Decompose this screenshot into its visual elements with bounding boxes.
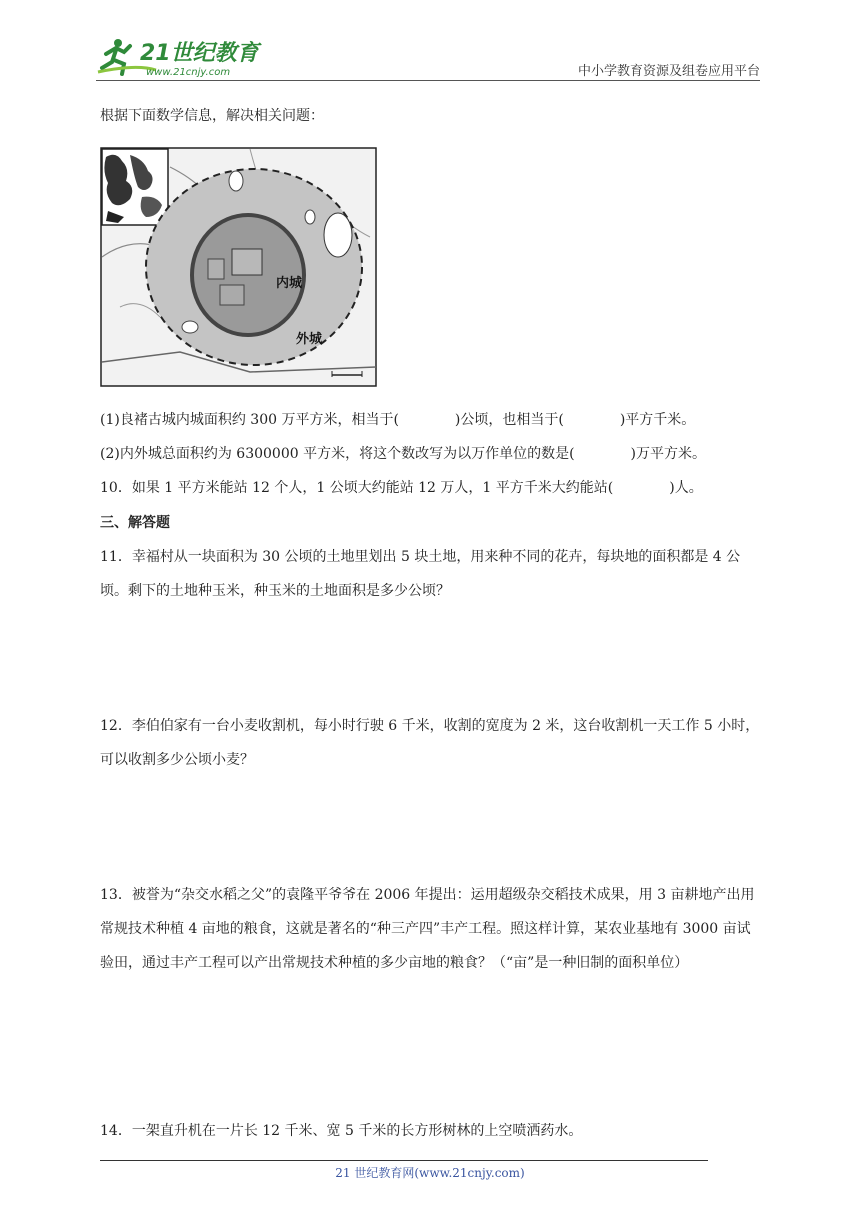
footer-divider <box>100 1160 708 1161</box>
logo-url: www.21cnjy.com <box>146 67 231 78</box>
header-divider <box>96 80 760 81</box>
question-13: 13．被誉为“杂交水稻之父”的袁隆平爷爷在 2006 年提出：运用超级杂交稻技术成果，用 3 亩耕地产出用常规技术种植 4 亩地的粮食，这就是著名的“种三产四”丰产工程。照这样计算，某农业基地有 3000 亩试验田，通过丰产工程可以产出常规技术种植的多少亩地的粮食？（“亩”是一种旧制的面积单位） <box>100 887 755 971</box>
platform-tagline: 中小学教育资源及组卷应用平台 <box>577 64 760 79</box>
site-logo <box>96 34 266 80</box>
question-12: 12．李伯伯家有一台小麦收割机，每小时行驶 6 千米，收割的宽度为 2 米，这台收割机一天工作 5 小时，可以收割多少公顷小麦？ <box>100 718 760 768</box>
question-11: 11．幸福村从一块面积为 30 公顷的土地里划出 5 块土地，用来种不同的花卉，每块地的面积都是 4 公顷。剩下的土地种玉米，种玉米的土地面积是多少公顷？ <box>100 549 741 599</box>
inset-map <box>102 149 168 225</box>
question-14: 14．一架直升机在一片长 12 千米、宽 5 千米的长方形树林的上空喷洒药水。 <box>100 1123 583 1139</box>
outer-city-label: 外城 <box>296 332 323 347</box>
inner-city-label: 内城 <box>276 276 303 291</box>
ancient-city-map <box>100 147 377 387</box>
question-9-2: (2)内外城总面积约为 6300000 平方米，将这个数改写为以万作单位的数是( )万平方米。 <box>100 446 707 462</box>
footer-link[interactable]: 21 世纪教育网(www.21cnjy.com) <box>335 1166 525 1180</box>
question-10: 10．如果 1 平方米能站 12 个人，1 公顷大约能站 12 万人，1 平方千米大约能站( )人。 <box>100 480 703 496</box>
intro-text: 根据下面数学信息，解决相关问题： <box>100 108 324 124</box>
section-heading: 三、解答题 <box>100 515 170 531</box>
question-9-1: (1)良褚古城内城面积约 300 万平方米，相当于( )公顷，也相当于( )平方千米。 <box>100 412 696 428</box>
logo-text: 21世纪教育 <box>140 41 259 66</box>
